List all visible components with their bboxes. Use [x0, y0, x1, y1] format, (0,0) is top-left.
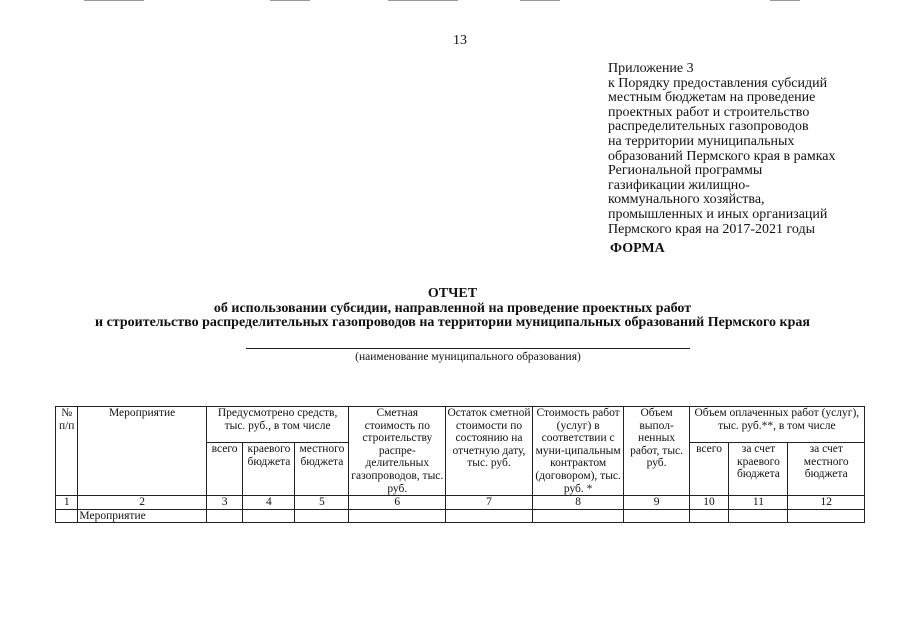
appendix-line: проектных работ и строительство	[608, 104, 810, 120]
header-estimate-balance: Остаток сметной стоимости по состоянию на отчетную дату, тыс. руб.	[446, 407, 533, 496]
appendix-line: газификации жилищно-	[608, 177, 750, 193]
appendix-line: промышленных и иных организаций	[608, 206, 828, 222]
column-number-row	[56, 496, 865, 510]
column-number: 3	[206, 496, 243, 510]
header-measure: Мероприятие	[78, 407, 206, 496]
header-work-volume: Объем выпол-ненных работ, тыс. руб.	[624, 407, 689, 496]
column-number: 11	[729, 496, 788, 510]
top-edge-rule	[388, 0, 458, 1]
measure-cell: Мероприятие	[78, 509, 206, 523]
top-edge-rule	[84, 0, 144, 1]
header-paid-total: всего	[689, 442, 729, 495]
top-edge-rule	[770, 0, 800, 1]
top-edge-rule	[270, 0, 310, 1]
header-planned-local: местного бюджета	[295, 442, 349, 495]
cell	[788, 509, 865, 523]
appendix-line: образований Пермского края в рамках	[608, 148, 836, 164]
header-num: № п/п	[56, 407, 78, 496]
column-number: 7	[446, 496, 533, 510]
cell	[532, 509, 624, 523]
cell	[56, 509, 78, 523]
column-number: 6	[349, 496, 446, 510]
municipality-fill-line	[246, 348, 690, 349]
cell	[243, 509, 295, 523]
cell	[349, 509, 446, 523]
top-edge-rule	[520, 0, 560, 1]
header-paid-volume: Объем оплаченных работ (услуг), тыс. руб.**, в том числе	[689, 407, 864, 443]
column-number: 9	[624, 496, 689, 510]
appendix-line: Региональной программы	[608, 163, 763, 179]
cell	[729, 509, 788, 523]
cell	[689, 509, 729, 523]
municipality-caption: (наименование муниципального образования)	[355, 351, 581, 363]
report-subtitle	[0, 302, 905, 330]
appendix-line: Пермского края на 2017-2021 годы	[608, 221, 816, 237]
column-number: 12	[788, 496, 865, 510]
header-estimated-cost: Сметная стоимость по строительству распре-делительных газопроводов, тыс. руб.	[349, 407, 446, 496]
appendix-line: коммунального хозяйства,	[608, 192, 765, 208]
header-paid-regional: за счет краевого бюджета	[729, 442, 788, 495]
cell	[206, 509, 243, 523]
header-contract-cost: Стоимость работ (услуг) в соответствии с муни-ципальным контрактом (договором), тыс. руб. *	[532, 407, 624, 496]
header-row	[56, 407, 865, 443]
report-title: ОТЧЕТ	[427, 286, 478, 301]
cell	[295, 509, 349, 523]
column-number: 4	[243, 496, 295, 510]
form-label: ФОРМА	[610, 241, 665, 256]
appendix-line: Приложение 3	[608, 61, 694, 76]
cell	[446, 509, 533, 523]
appendix-line: местным бюджетам на проведение	[608, 90, 816, 106]
report-table	[55, 406, 865, 523]
header-paid-local: за счет местного бюджета	[788, 442, 865, 495]
appendix-line: на территории муниципальных	[608, 133, 795, 149]
header-planned-funds: Предусмотрено средств, тыс. руб., в том числе	[206, 407, 349, 443]
header-planned-total: всего	[206, 442, 243, 495]
column-number: 2	[78, 496, 206, 510]
cell	[624, 509, 689, 523]
column-number: 1	[56, 496, 78, 510]
header-planned-regional: краевого бюджета	[243, 442, 295, 495]
column-number: 10	[689, 496, 729, 510]
table-row	[56, 509, 865, 523]
column-number: 8	[532, 496, 624, 510]
page-number: 13	[453, 33, 467, 48]
appendix-line: к Порядку предоставления субсидий	[608, 75, 828, 91]
appendix-note	[608, 62, 898, 237]
appendix-line: распределительных газопроводов	[608, 119, 809, 135]
column-number: 5	[295, 496, 349, 510]
subtitle-line: и строительство распределительных газопроводов на территории муниципальных образований Пермского края	[95, 315, 810, 330]
subtitle-line: об использовании субсидии, направленной на проведение проектных работ	[213, 301, 692, 316]
